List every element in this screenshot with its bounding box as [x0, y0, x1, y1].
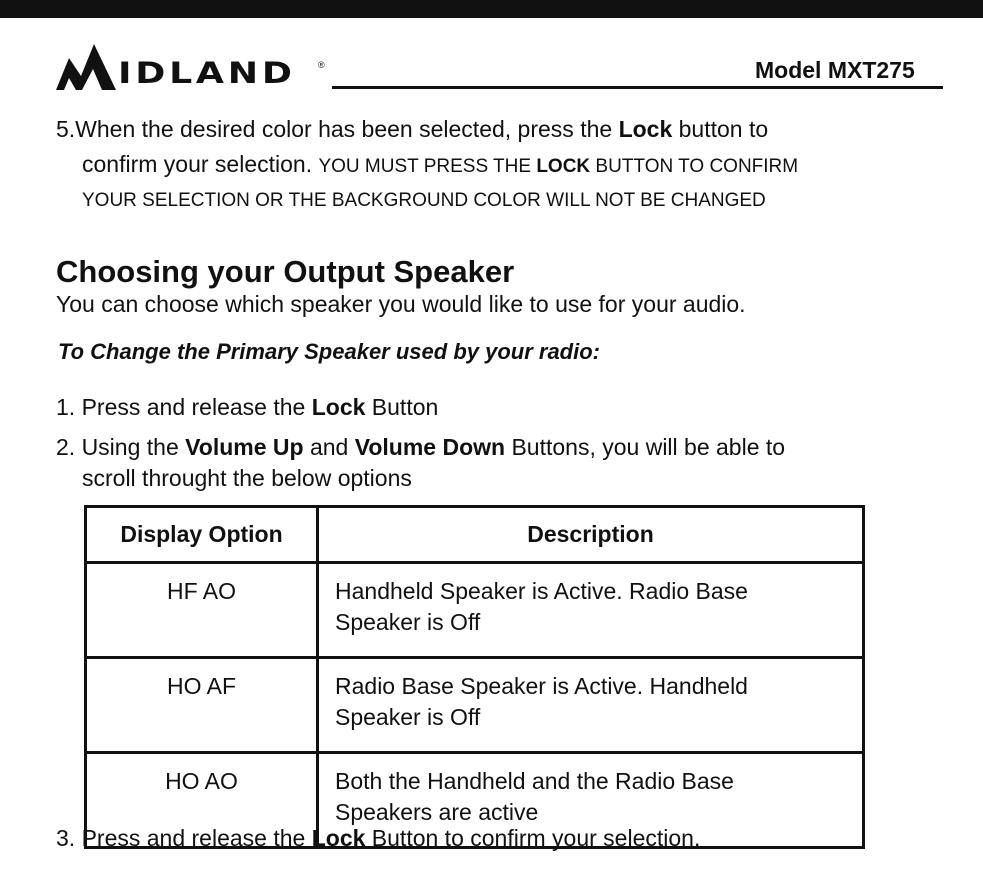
midland-m-mark — [56, 44, 116, 90]
registered-mark: ® — [318, 60, 325, 70]
section-subheading: To Change the Primary Speaker used by your radio: — [58, 339, 600, 364]
model-number: Model MXT275 — [755, 57, 915, 83]
step-3: 3. Press and release the Lock Button to confirm your selection. — [56, 825, 701, 851]
midland-logo — [56, 44, 296, 90]
description-cell: Handheld Speaker is Active. Radio Base Speaker is Off — [318, 563, 864, 658]
header-description: Description — [318, 507, 864, 563]
option-cell: HO AF — [86, 658, 318, 753]
table-header-row — [86, 507, 864, 563]
step-2-line2: scroll throught the below options — [82, 465, 412, 491]
header-display-option: Display Option — [86, 507, 318, 563]
table-row — [86, 658, 864, 753]
brand-wordmark: IDLAND — [118, 56, 296, 90]
step5-line2: confirm your selection. YOU MUST PRESS THE LOCK BUTTON TO CONFIRM — [82, 151, 799, 177]
step5-line1: 5.When the desired color has been selected, press the Lock button to — [56, 116, 769, 142]
step-2-line1: 2. Using the Volume Up and Volume Down Buttons, you will be able to — [56, 434, 786, 460]
description-cell: Radio Base Speaker is Active. Handheld Speaker is Off — [318, 658, 864, 753]
top-black-bar — [0, 0, 983, 18]
option-cell: HF AO — [86, 563, 318, 658]
table-row — [86, 563, 864, 658]
speaker-options-table — [84, 505, 865, 849]
section-title: Choosing your Output Speaker — [56, 254, 515, 289]
step5-line3: YOUR SELECTION OR THE BACKGROUND COLOR WILL NOT BE CHANGED — [82, 190, 766, 211]
description-cell: Both the Handheld and the Radio Base Speakers are active — [318, 753, 864, 848]
header-rule — [332, 86, 943, 89]
option-cell: HO AO — [86, 753, 318, 848]
step-1: 1. Press and release the Lock Button — [56, 394, 439, 420]
section-intro: You can choose which speaker you would like to use for your audio. — [56, 291, 746, 317]
